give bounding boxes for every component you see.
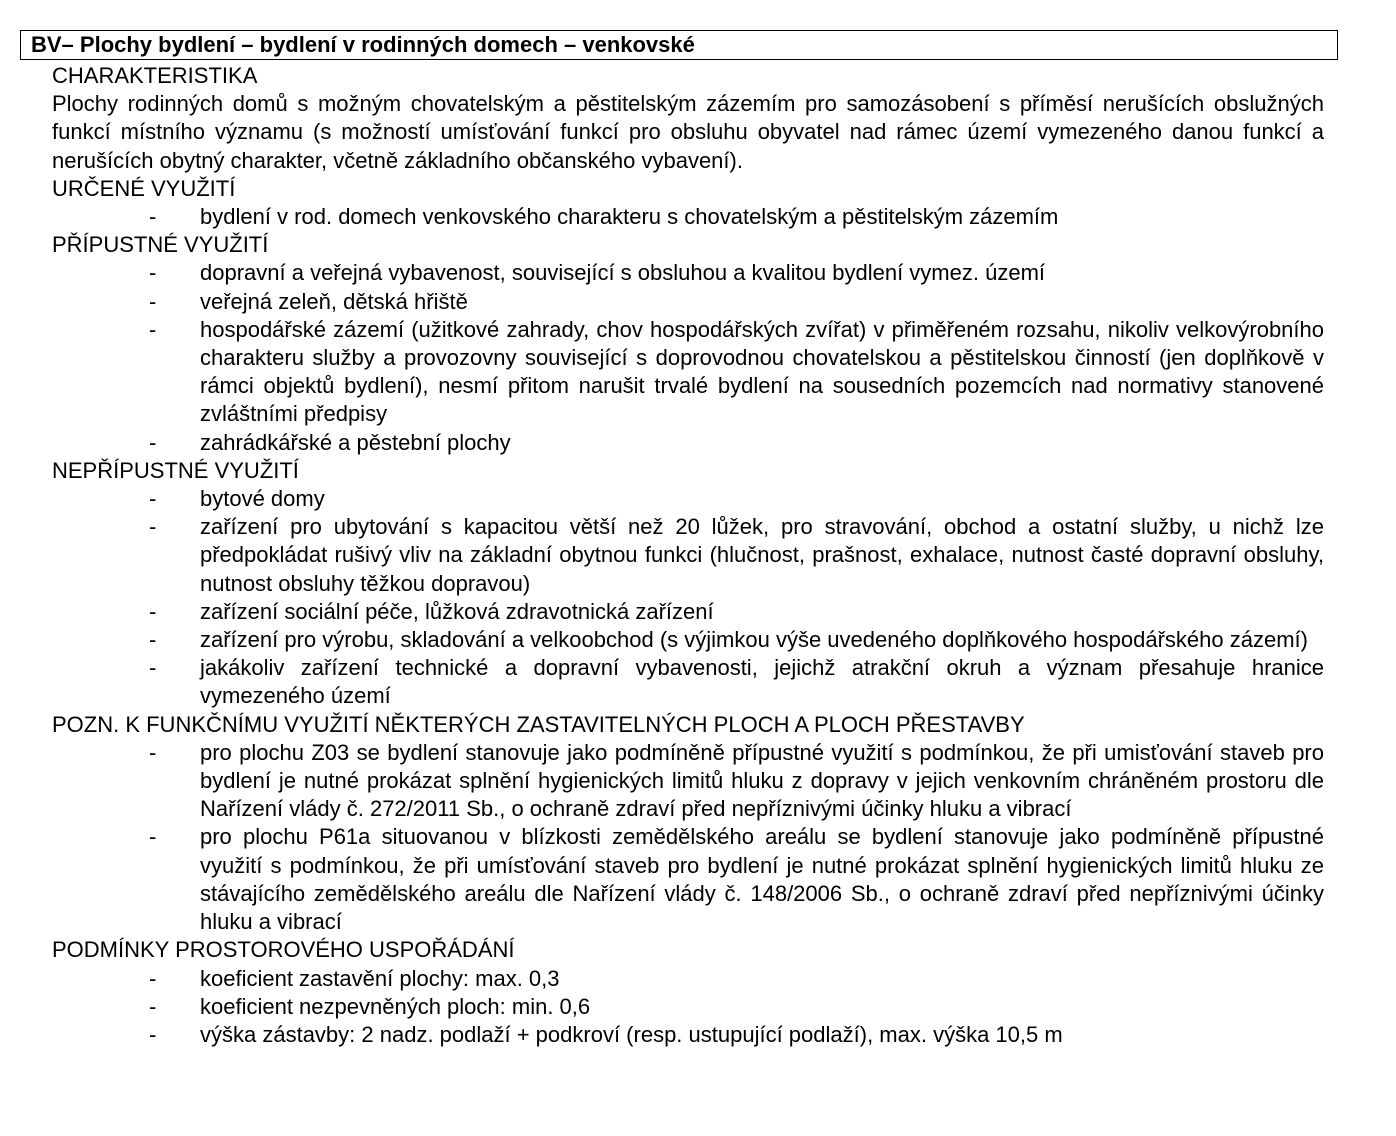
- dash-bullet: -: [149, 1021, 157, 1047]
- section-heading: NEPŘÍPUSTNÉ VYUŽITÍ: [52, 457, 299, 483]
- list-item: [52, 316, 1324, 429]
- section-characteristics: [52, 62, 1324, 175]
- dash-bullet: -: [149, 429, 157, 455]
- section-heading: POZN. K FUNKČNÍMU VYUŽITÍ NĚKTERÝCH ZASTAVITELNÝCH PLOCH A PLOCH PŘESTAVBY: [52, 711, 1025, 737]
- section-notes-on-use: [52, 711, 1324, 937]
- list-item-text: dopravní a veřejná vybavenost, související s obsluhou a kvalitou bydlení vymez. území: [200, 260, 1046, 286]
- dash-bullet: -: [149, 627, 157, 653]
- section-heading: PŘÍPUSTNÉ VYUŽITÍ: [52, 232, 269, 258]
- section-designated-use: [52, 175, 1324, 231]
- list-item: [52, 288, 1324, 316]
- list-item-text: výška zástavby: 2 nadz. podlaží + podkroví (resp. ustupující podlaží), max. výška 10,5 m: [200, 1021, 1063, 1047]
- section-prohibited-use: [52, 457, 1324, 711]
- list-item: [52, 485, 1324, 513]
- section-heading: CHARAKTERISTIKA: [52, 63, 258, 88]
- section-heading: PODMÍNKY PROSTOROVÉHO USPOŘÁDÁNÍ: [52, 937, 515, 963]
- item-list: [52, 739, 1324, 936]
- dash-bullet: -: [149, 486, 157, 512]
- document-content: [52, 62, 1324, 1049]
- document-title: BV– Plochy bydlení – bydlení v rodinných domech – venkovské: [20, 30, 1338, 60]
- section-permitted-use: [52, 231, 1324, 457]
- section-heading: URČENÉ VYUŽITÍ: [52, 175, 236, 201]
- list-item-text: bydlení v rod. domech venkovského charakteru s chovatelským a pěstitelským zázemím: [200, 204, 1059, 230]
- dash-bullet: -: [149, 514, 157, 540]
- dash-bullet: -: [149, 655, 157, 681]
- list-item-text: koeficient nezpevněných ploch: min. 0,6: [200, 993, 591, 1019]
- list-item: [52, 739, 1324, 824]
- dash-bullet: -: [149, 824, 157, 850]
- list-item-text: jakákoliv zařízení technické a dopravní vybavenosti, jejichž atrakční okruh a význam přesahuje hranice vymezeného území: [200, 655, 1324, 709]
- list-item-text: pro plochu Z03 se bydlení stanovuje jako podmíněně přípustné využití s podmínkou, že při umisťování staveb pro bydlení je nutné prokázat splnění hygienických limitů hluku z dopravy v jejich venkovním chráněném prostoru dle Nařízení vlády č. 272/2011 Sb., o ochraně zdraví před nepříznivými účinky hluku a vibrací: [200, 739, 1324, 822]
- list-item: [52, 203, 1324, 231]
- item-list: [52, 485, 1324, 711]
- list-item-text: veřejná zeleň, dětská hřiště: [200, 288, 468, 314]
- list-item: [52, 1021, 1324, 1049]
- list-item: [52, 965, 1324, 993]
- dash-bullet: -: [149, 598, 157, 624]
- list-item-text: hospodářské zázemí (užitkové zahrady, chov hospodářských zvířat) v přiměřeném rozsahu, nikoliv velkovýrobního charakteru služby a provozovny související s doprovodnou chovatelskou a pěstitelskou činností (jen doplňkově v rámci objektů bydlení), nesmí přitom narušit trvalé bydlení na sousedních pozemcích nad normativy stanovené zvláštními předpisy: [200, 316, 1324, 427]
- list-item: [52, 993, 1324, 1021]
- list-item: [52, 259, 1324, 287]
- list-item-text: koeficient zastavění plochy: max. 0,3: [200, 965, 560, 991]
- section-paragraph: Plochy rodinných domů s možným chovatelským a pěstitelským zázemím pro samozásobení s příměsí nerušících obslužných funkcí místního významu (s možností umísťování funkcí pro obsluhu obyvatel nad rámec území vymezeného danou funkcí a nerušících obytný charakter, včetně základního občanského vybavení).: [52, 91, 1324, 173]
- list-item-text: pro plochu P61a situovanou v blízkosti zemědělského areálu se bydlení stanovuje jako podmíněně přípustné využití s podmínkou, že při umísťování staveb pro bydlení je nutné prokázat splnění hygienických limitů hluku ze stávajícího zemědělského areálu dle Nařízení vlády č. 148/2006 Sb., o ochraně zdraví před nepříznivými účinky hluku a vibrací: [200, 824, 1324, 935]
- list-item: [52, 654, 1324, 710]
- dash-bullet: -: [149, 993, 157, 1019]
- dash-bullet: -: [149, 965, 157, 991]
- list-item: [52, 626, 1324, 654]
- dash-bullet: -: [149, 260, 157, 286]
- list-item: [52, 598, 1324, 626]
- dash-bullet: -: [149, 204, 157, 230]
- list-item: [52, 429, 1324, 457]
- item-list: [52, 203, 1324, 231]
- item-list: [52, 259, 1324, 456]
- list-item-text: zahrádkářské a pěstební plochy: [200, 429, 511, 455]
- list-item-text: bytové domy: [200, 486, 325, 512]
- dash-bullet: -: [149, 316, 157, 342]
- list-item: [52, 823, 1324, 936]
- list-item-text: zařízení pro ubytování s kapacitou větší než 20 lůžek, pro stravování, obchod a ostatní služby, u nichž lze předpokládat rušivý vliv na základní obytnou funkci (hlučnost, prašnost, exhalace, nutnost časté dopravní obsluhy, nutnost obsluhy těžkou dopravou): [200, 514, 1324, 596]
- list-item-text: zařízení sociální péče, lůžková zdravotnická zařízení: [200, 598, 714, 624]
- dash-bullet: -: [149, 739, 157, 765]
- item-list: [52, 965, 1324, 1050]
- list-item-text: zařízení pro výrobu, skladování a velkoobchod (s výjimkou výše uvedeného doplňkového hospodářského zázemí): [200, 627, 1308, 653]
- section-spatial-conditions: [52, 936, 1324, 1049]
- dash-bullet: -: [149, 288, 157, 314]
- list-item: [52, 513, 1324, 598]
